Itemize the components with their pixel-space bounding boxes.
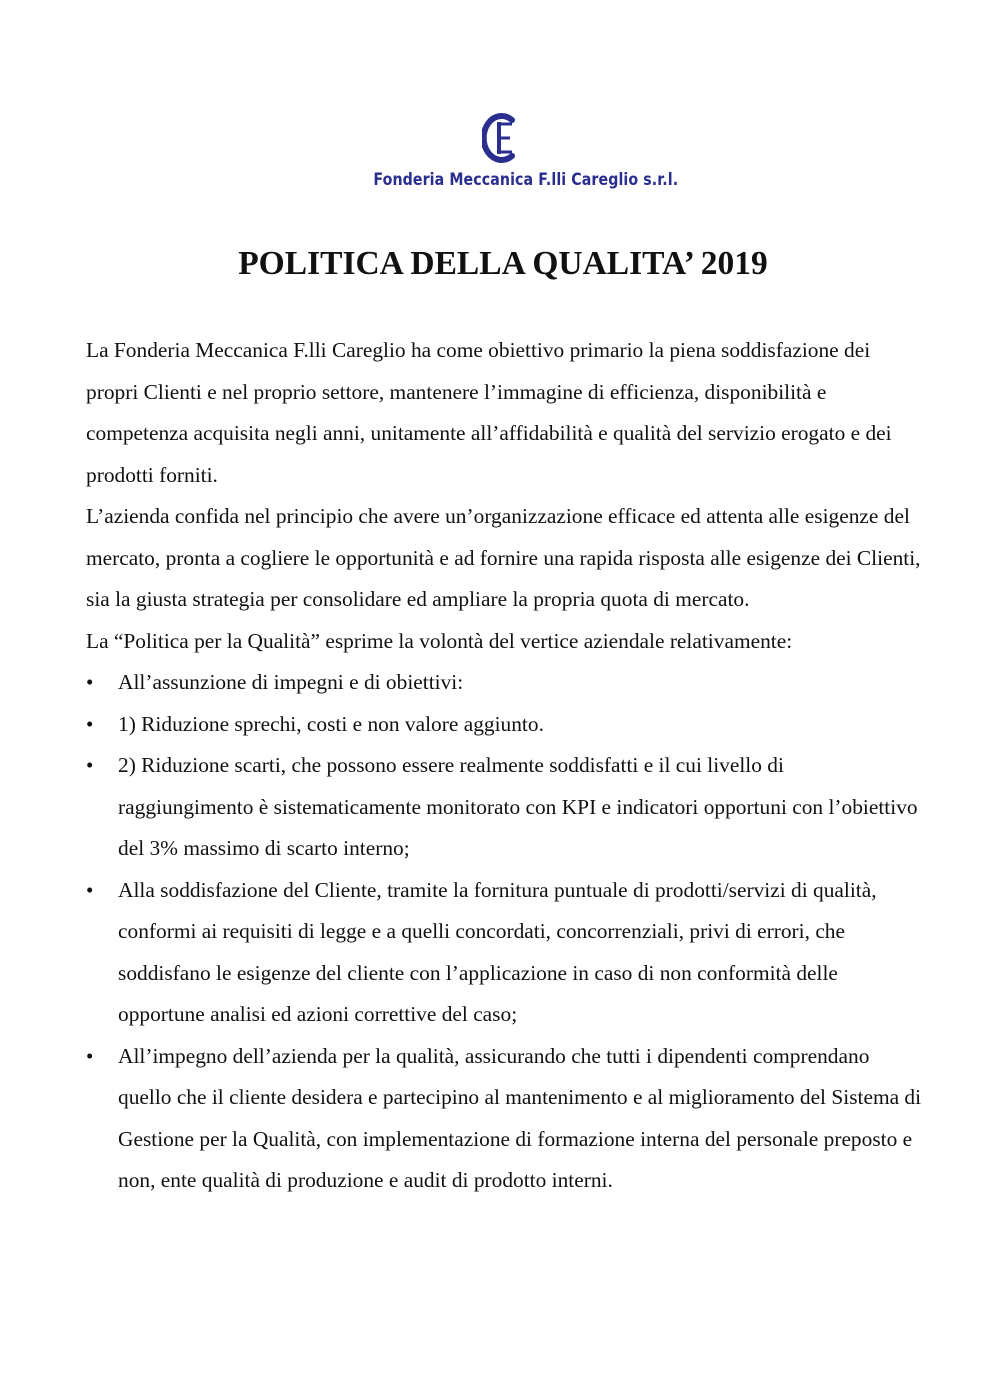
- bullet-icon: •: [86, 670, 94, 694]
- company-logo-text: Fonderia Meccanica F.lli Careglio s.r.l.: [373, 170, 679, 189]
- document-body: [86, 330, 922, 1202]
- bullet-icon: •: [86, 753, 94, 777]
- list-item-text: All’impegno dell’azienda per la qualità, assicurando che tutti i dipendenti comprendano quello che il cliente desidera e partecipino al mantenimento e al miglioramento del Sistema di Gestione per la Qualità, con implementazione di formazione interna del personale preposto e non, ente qualità di produzione e audit di prodotto interni.: [118, 1043, 922, 1192]
- policy-intro-paragraph: La “Politica per la Qualità” esprime la volontà del vertice aziendale relativamente:: [86, 628, 793, 653]
- company-logo: [352, 104, 679, 204]
- bullet-icon: •: [86, 711, 94, 736]
- document-title: POLITICA DELLA QUALITA’ 2019: [238, 245, 768, 282]
- list-item-text: 2) Riduzione scarti, che possono essere realmente soddisfatti e il cui livello di raggiungimento è sistematicamente monitorato con KPI e indicatori opportuni con l’obiettivo del 3% massimo di scarto interno;: [118, 753, 918, 860]
- policy-bullet-list: [86, 662, 922, 1202]
- list-item: [86, 870, 922, 1036]
- list-item: [86, 1036, 922, 1202]
- company-logo-mark: [482, 112, 522, 164]
- intro-paragraph: La Fonderia Meccanica F.lli Careglio ha come obiettivo primario la piena soddisfazione dei propri Clienti e nel proprio settore, mantenere l’immagine di efficienza, disponibilità e competenza acquisita negli anni, unitamente all’affidabilità e qualità del servizio erogato e dei prodotti forniti.: [86, 338, 892, 487]
- list-item-text: Alla soddisfazione del Cliente, tramite la fornitura puntuale di prodotti/servizi di qualità, conformi ai requisiti di legge e a quelli concordati, concorrenziali, privi di errori, che soddisfano le esigenze del cliente con l’applicazione in caso di non conformità delle opportune analisi ed azioni correttive del caso;: [118, 877, 877, 1026]
- list-item: [86, 662, 922, 704]
- list-item-text: All’assunzione di impegni e di obiettivi:: [118, 670, 464, 694]
- bullet-icon: •: [86, 1043, 94, 1068]
- list-item: [86, 704, 922, 746]
- list-item-text: 1) Riduzione sprechi, costi e non valore aggiunto.: [118, 711, 544, 736]
- list-item: [86, 745, 922, 870]
- strategy-paragraph: L’azienda confida nel principio che avere un’organizzazione efficace ed attenta alle esigenze del mercato, pronta a cogliere le opportunità e ad fornire una rapida risposta alle esigenze dei Clienti, sia la giusta strategia per consolidare ed ampliare la propria quota di mercato.: [86, 504, 921, 611]
- bullet-icon: •: [86, 877, 94, 902]
